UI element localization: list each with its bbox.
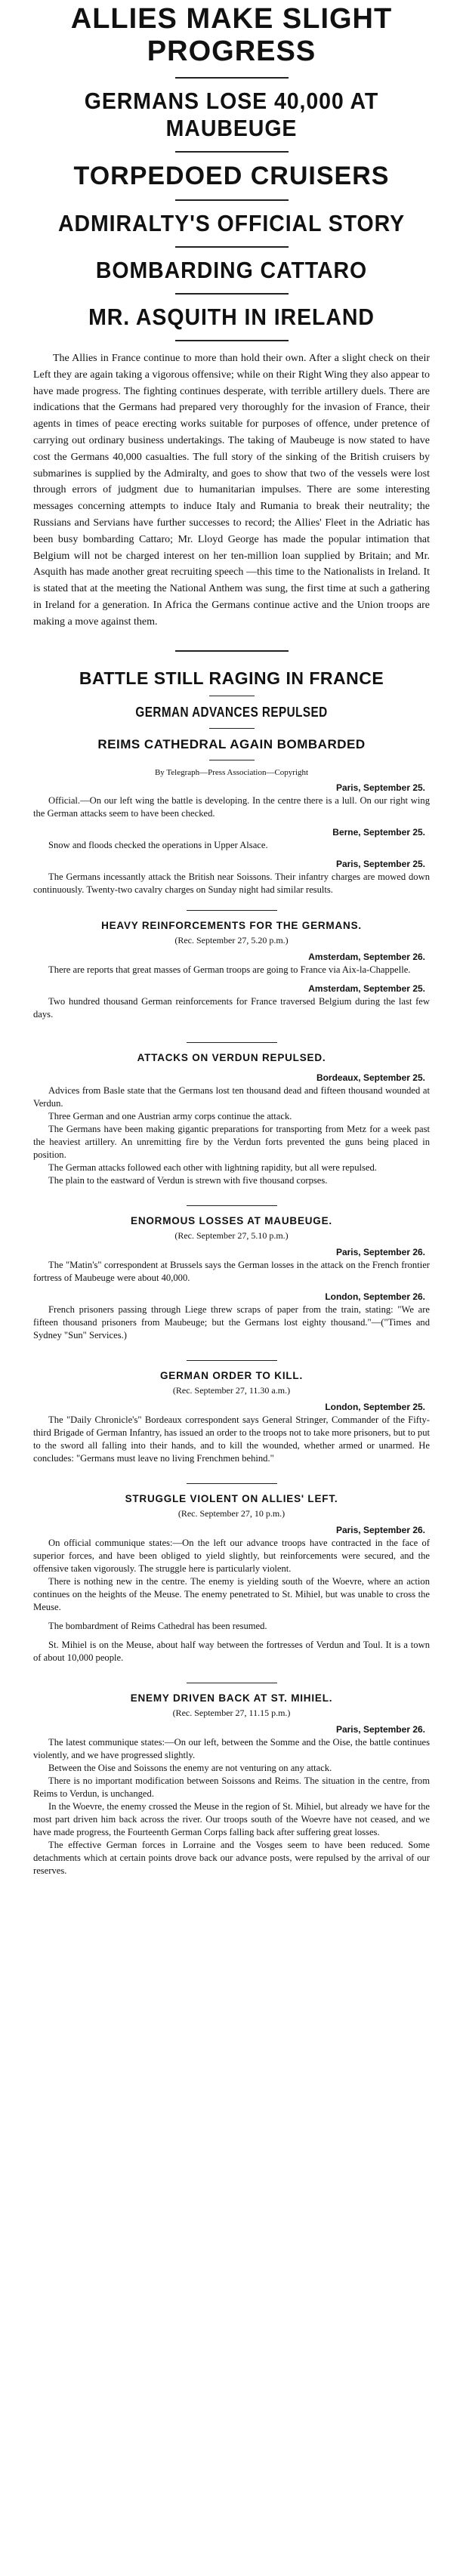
news-section: [0, 1691, 463, 1877]
divider: [187, 1360, 277, 1361]
divider: [175, 77, 289, 79]
headline-1: ALLIES MAKE SLIGHT: [70, 3, 393, 35]
divider: [175, 199, 289, 201]
divider: [175, 151, 289, 153]
news-section: [0, 1214, 463, 1342]
news-paragraph: In the Woevre, the enemy crossed the Meuse in the region of St. Mihiel, but already we have for the most part driven him back across the river. Our troops south of the Woevre have not ceased, and we have made progress, the Fourteenth German Corps falling back after suffering great losses.: [33, 1800, 430, 1837]
headline-6: BOMBARDING CATTARO: [95, 257, 368, 283]
dateline: Paris, September 25.: [335, 858, 425, 869]
divider: [187, 910, 277, 911]
divider: [187, 1483, 277, 1484]
news-paragraph: On official communique states:—On the left our advance troops have contracted in the face of superior forces, and have been obliged to yield slightly, but reinforcements were secured, and the offensive taken vigorously. The struggle here is particularly violent.: [33, 1537, 430, 1574]
news-paragraph: Two hundred thousand German reinforcements for France traversed Belgium during the last few days.: [33, 995, 430, 1020]
divider: [175, 293, 289, 295]
byline: By Telegraph—Press Association—Copyright: [154, 767, 309, 777]
news-section: [0, 918, 463, 1021]
news-paragraph: There are reports that great masses of German troops are going to France via Aix-la-Chappelle.: [48, 964, 411, 975]
news-paragraph: Snow and floods checked the operations in Upper Alsace.: [48, 839, 268, 850]
divider: [175, 246, 289, 248]
dateline: Paris, September 26.: [335, 1723, 425, 1735]
battle-items: [0, 782, 463, 896]
dateline: Amsterdam, September 25.: [308, 983, 425, 994]
dateline: London, September 26.: [325, 1291, 425, 1302]
news-paragraph: Between the Oise and Soissons the enemy are not venturing on any attack.: [48, 1762, 332, 1773]
dateline: Paris, September 26.: [335, 1524, 425, 1535]
dateline: Amsterdam, September 26.: [308, 951, 425, 962]
headline-4: TORPEDOED CRUISERS: [73, 162, 390, 190]
news-section: [0, 1050, 463, 1187]
received-time: (Rec. September 27, 11.15 p.m.): [172, 1707, 291, 1718]
news-paragraph: There is no important modification between Soissons and Reims. The situation in the centre, from Reims to Verdun, is unchanged.: [33, 1775, 430, 1799]
battle-subtitle-1: GERMAN ADVANCES REPULSED: [135, 704, 328, 720]
received-time: (Rec. September 27, 10 p.m.): [177, 1507, 286, 1519]
intro-paragraph: The Allies in France continue to more than hold their own. After a slight check on their Left they are again taking a vigorous offensive; while on their Right Wing they also appear to have made progress. The fighting continues desperate, with terrible artillery duels. There are indications that the Germans had prepared very thoroughly for the invasion of France, their agents in times of peace erecting works suitable for purposes of offence, under pretence of carrying out ordinary business undertakings. The taking of Maubeuge is now stated to have cost the Germans 40,000 casualties. The full story of the sinking of the British cruisers by submarines is supplied by the Admiralty, and goes to show that two of the vessels were lost through errors of judgment due to humanitarian impulses. There are some interesting messages concerning attempts to induce Italy and Rumania to break their neutrality; the Russians and Servians have further successes to record; the Allies' Fleet in the Adriatic has been busy bombarding Cattaro; Mr. Lloyd George has made the popular intimation that Belgium will not be charged interest on her ten-million loan supplied by Britain; and Mr. Asquith has made another great recruiting speech —this time to the Nationalists in Ireland. It is stated that at the meeting the National Anthem was sung, the first time at such a gathering in Ireland for a generation. In Africa the Germans continue active and the Union troops are making a move against them.: [33, 353, 430, 628]
news-paragraph: The "Matin's" correspondent at Brussels says the German losses in the attack on the French frontier fortress of Maubeuge were about 40,000.: [33, 1259, 430, 1283]
news-paragraph: Official.—On our left wing the battle is developing. In the centre there is a lull. On our right wing the German attacks seem to have been checked.: [33, 794, 430, 819]
dateline: Paris, September 26.: [335, 1246, 425, 1257]
section-title: ENEMY DRIVEN BACK AT ST. MIHIEL.: [130, 1692, 333, 1704]
news-paragraph: The plain to the eastward of Verdun is strewn with five thousand corpses.: [48, 1174, 328, 1186]
headline-2: PROGRESS: [147, 35, 316, 67]
news-paragraph: The German attacks followed each other with lightning rapidity, but all were repulsed.: [48, 1162, 377, 1173]
news-paragraph: The Germans incessantly attack the British near Soissons. Their infantry charges are mowed down continuously. Twenty-two cavalry charges on Sunday night had similar results.: [33, 871, 430, 895]
dateline: London, September 25.: [325, 1401, 425, 1412]
dateline: Paris, September 25.: [335, 782, 425, 793]
dateline: Berne, September 25.: [332, 826, 425, 838]
news-paragraph: French prisoners passing through Liege threw scraps of paper from the train, stating: "We are fifteen thousand prisoners from Maubeuge; but the Germans lost eighty thousand."—("Times and Sydney "Sun" Services.): [33, 1303, 430, 1340]
received-time: (Rec. September 27, 11.30 a.m.): [172, 1384, 291, 1396]
news-paragraph: The effective German forces in Lorraine and the Vosges seem to have been reduced. Some detachments which at certain points drove back our advance posts, were repulsed by the arrival of our reserves.: [33, 1839, 430, 1876]
news-paragraph: There is nothing new in the centre. The enemy is yielding south of the Woevre, where an action continues on the heights of the Meuse. The enemy penetrated to St. Mihiel, but was unable to cross the Meuse.: [33, 1575, 430, 1612]
news-paragraph: The Germans have been making gigantic preparations for transporting from Metz for a week past the heaviest artillery. An unremitting fire by the Verdun forts prevented the guns being placed in position.: [33, 1123, 430, 1160]
dateline: Bordeaux, September 25.: [316, 1072, 425, 1083]
section-title: STRUGGLE VIOLENT ON ALLIES' LEFT.: [125, 1492, 338, 1504]
divider: [187, 1042, 277, 1043]
divider: [175, 340, 289, 341]
divider: [209, 728, 255, 729]
news-paragraph: Three German and one Austrian army corps continue the attack.: [48, 1110, 292, 1121]
news-paragraph: The bombardment of Reims Cathedral has been resumed.: [48, 1620, 267, 1631]
news-section: [0, 1368, 463, 1465]
divider: [187, 1205, 277, 1206]
divider: [175, 650, 289, 652]
headline-5: ADMIRALTY'S OFFICIAL STORY: [57, 210, 406, 236]
section-title: HEAVY REINFORCEMENTS FOR THE GERMANS.: [101, 919, 362, 931]
news-paragraph: Advices from Basle state that the Germans lost ten thousand dead and fifteen thousand wounded at Verdun.: [33, 1084, 430, 1109]
section-title: GERMAN ORDER TO KILL.: [159, 1369, 304, 1381]
section-title: ATTACKS ON VERDUN REPULSED.: [137, 1051, 326, 1063]
headline-7: MR. ASQUITH IN IRELAND: [88, 304, 375, 330]
received-time: (Rec. September 27, 5.10 p.m.): [174, 1229, 289, 1241]
headline-3: GERMANS LOSE 40,000 AT MAUBEUGE: [84, 88, 379, 141]
news-paragraph: St. Mihiel is on the Meuse, about half way between the fortresses of Verdun and Toul. It is a town of about 10,000 people.: [33, 1639, 430, 1663]
received-time: (Rec. September 27, 5.20 p.m.): [174, 934, 289, 946]
news-paragraph: The "Daily Chronicle's" Bordeaux correspondent says General Stringer, Commander of the Fifty-third Brigade of German Infantry, has issued an order to the troops not to take more prisoners, but to put to the sword all falling into their hands, and to kill the wounded, whether armed or unarmed. He concludes: "Germans must leave no living Frenchmen behind.": [33, 1414, 430, 1464]
news-paragraph: The latest communique states:—On our left, between the Somme and the Oise, the battle continues violently, and we have progressed slightly.: [33, 1736, 430, 1760]
news-section: [0, 1492, 463, 1664]
battle-title: BATTLE STILL RAGING IN FRANCE: [79, 668, 384, 688]
section-title: ENORMOUS LOSSES AT MAUBEUGE.: [131, 1214, 332, 1226]
battle-subtitle-2: REIMS CATHEDRAL AGAIN BOMBARDED: [97, 736, 366, 751]
